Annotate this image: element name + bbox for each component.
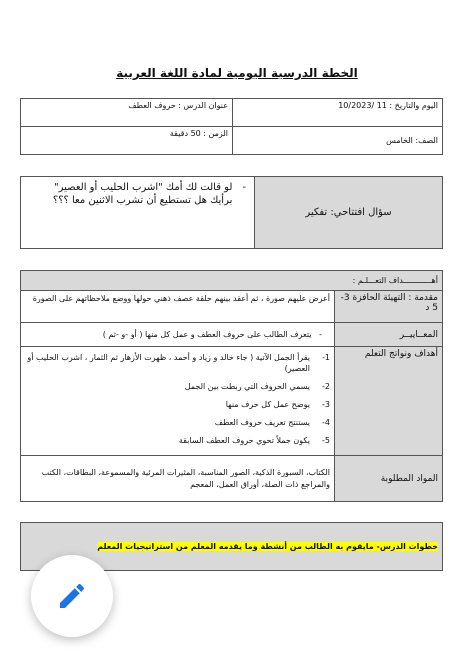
outcomes-label-cell — [335, 347, 443, 456]
opening-question-cell — [21, 177, 255, 249]
outcome-text: يوضح عمل كل حرف منها — [225, 400, 310, 409]
materials-cell — [21, 456, 335, 502]
date-text: اليوم والتاريخ : 11 /10/2023 — [338, 101, 438, 110]
outcome-text: يقرأ الجمل الآتية ( جاء خالد و زياد و أحمد ، ظهرت الأزهار ثم الثمار ، اشرب الحليب أو العصير) — [27, 353, 310, 373]
outcomes-cell — [21, 347, 335, 456]
outcome-text: يسمي الحروف التي ربطت بين الجمل — [184, 382, 310, 391]
lesson-info-table — [20, 98, 443, 155]
list-item — [25, 399, 330, 410]
opening-question-table — [20, 176, 443, 249]
grade-text: الصف: الخامس — [386, 136, 438, 145]
opening-question: لو قالت لك أمك "اشرب الحليب أو العصير" برأيك هل تستطيع أن تشرب الاثنين معا ؟؟؟ — [52, 182, 233, 206]
criteria-label-cell — [335, 323, 443, 347]
grade-cell — [233, 127, 443, 155]
outcome-text: يكون جملاً تحوي حروف العطف السابقة — [178, 436, 310, 445]
list-item — [25, 381, 330, 392]
lesson-title-text: عنوان الدرس : حروف العطف — [128, 101, 228, 110]
criteria-text-cell — [21, 323, 335, 347]
outcomes-label: أهداف ونواتج التعلم — [364, 349, 438, 359]
outcome-number: 5- — [322, 436, 330, 445]
outcome-number: 1- — [322, 353, 330, 362]
criteria-label: المعــاييــر — [399, 329, 438, 340]
materials-label: المواد المطلوبة — [380, 473, 438, 484]
edit-button[interactable] — [31, 555, 113, 637]
objectives-header: أهــــــــــــداف التعـــلـم : — [352, 276, 438, 285]
criteria-bullet: - — [319, 330, 322, 339]
intro-label-cell — [335, 291, 443, 323]
list-item — [25, 352, 330, 374]
page-title: الخطة الدرسية اليومية لمادة اللغة العربية — [116, 66, 358, 80]
opening-label: سؤال افتتاحي: تفكير — [305, 207, 392, 218]
intro-text-cell — [21, 291, 335, 323]
steps-text: خطوات الدرس- مايقوم به الطالب من أنشطة وما يقدمه المعلم من استراتيجيات المعلم — [97, 542, 438, 551]
outcome-number: 2- — [322, 382, 330, 391]
opening-label-cell — [255, 177, 443, 249]
outcomes-list — [25, 352, 330, 446]
intro-label: مقدمة : التهيئة الحافزة 3-5 د — [340, 293, 438, 313]
time-cell — [21, 127, 233, 155]
criteria-text: يتعرف الطالب على حروف العطف و عمل كل منها ( أو -و -ثم ) — [102, 330, 312, 339]
pencil-icon — [56, 580, 88, 612]
outcome-number: 3- — [322, 400, 330, 409]
date-cell — [233, 99, 443, 127]
opening-bullet: - — [242, 182, 246, 193]
intro-text: أعرض عليهم صورة ، ثم أعقد بينهم حلقة عصف ذهني حولها ووضع ملاحظاتهم على الصورة — [32, 294, 330, 303]
lesson-title-cell — [21, 99, 233, 127]
list-item — [25, 435, 330, 446]
time-text: الزمن : 50 دقيقة — [169, 129, 228, 138]
list-item — [25, 417, 330, 428]
outcome-text: يستنتج تعريف حروف العطف — [214, 418, 310, 427]
objectives-header-cell — [21, 271, 443, 291]
materials-label-cell — [335, 456, 443, 502]
materials-text: الكتاب، السبورة الذكية، الصور المناسبة، المثيرات المرئية والمسموعة، البطاقات، الكتب والمراجع ذات الصلة، أوراق العمل، المعجم — [41, 467, 330, 489]
outcome-number: 4- — [322, 418, 330, 427]
objectives-table — [20, 270, 443, 502]
